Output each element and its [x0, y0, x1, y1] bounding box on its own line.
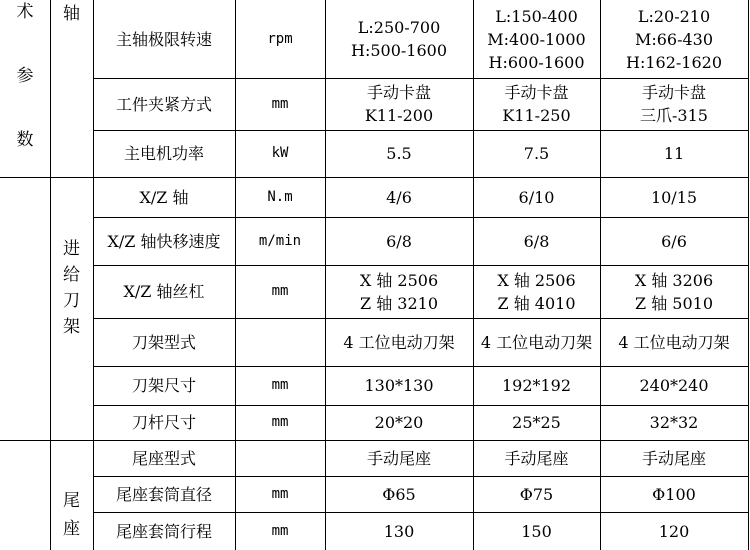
- param-unit: [235, 440, 325, 476]
- param-name: 主轴极限转速: [115, 29, 212, 49]
- param-value-model-3: [600, 440, 748, 476]
- group-char: 给: [63, 264, 80, 285]
- param-value-model-3: [600, 177, 748, 217]
- value-line: Z 轴 3210: [359, 293, 438, 313]
- value-line: 32*32: [649, 413, 699, 432]
- param-unit: mm: [271, 95, 289, 112]
- value-line: L:150-400: [495, 6, 578, 26]
- param-value-model-2: [473, 318, 600, 366]
- value-line: H:162-1620: [625, 52, 722, 72]
- param-value-model-3: [600, 130, 748, 177]
- param-unit: mm: [271, 485, 289, 502]
- param-value-model-2: [473, 78, 600, 130]
- group-char: 轴: [63, 4, 80, 24]
- param-unit: mm: [271, 414, 289, 430]
- param-value-model-2: [473, 440, 600, 476]
- group-char: 数: [16, 130, 34, 150]
- param-value-model-1: [325, 265, 473, 318]
- value-line: L:20-210: [637, 6, 711, 26]
- group-char: 术: [16, 2, 34, 22]
- param-value-model-1: [325, 512, 473, 550]
- param-unit: mm: [271, 283, 289, 299]
- value-line: M:400-1000: [487, 29, 586, 49]
- value-line: 7.5: [523, 144, 550, 163]
- param-value-model-2: [473, 512, 600, 550]
- group-char: 刀: [63, 290, 80, 311]
- param-name: 工件夹紧方式: [115, 94, 212, 114]
- value-line: Φ100: [652, 484, 696, 504]
- param-value-model-1: [325, 366, 473, 405]
- value-line: 5.5: [386, 144, 412, 163]
- param-value-model-3: [600, 476, 748, 512]
- group-char: 参: [16, 66, 34, 86]
- param-value-model-2: [473, 0, 600, 78]
- value-line: 手动尾座: [641, 448, 706, 468]
- param-value-model-1: [325, 130, 473, 177]
- param-value-model-2: [473, 405, 600, 440]
- group-char: 进: [63, 238, 80, 259]
- group-label-tailstock: [50, 485, 93, 545]
- value-line: 手动卡盘: [504, 83, 569, 102]
- param-unit: kW: [271, 145, 289, 161]
- param-unit: rpm: [267, 30, 293, 47]
- param-value-model-1: [325, 318, 473, 366]
- param-name: 尾座套筒直径: [115, 484, 212, 504]
- value-line: 4 工位电动刀架: [343, 332, 455, 352]
- param-value-model-3: [600, 366, 748, 405]
- value-line: X 轴 2506: [359, 270, 439, 290]
- param-value-model-1: [325, 217, 473, 265]
- value-line: Φ65: [382, 484, 416, 504]
- value-line: Z 轴 4010: [497, 293, 576, 313]
- value-line: 150: [521, 521, 552, 541]
- param-value-model-2: [473, 366, 600, 405]
- value-line: Z 轴 5010: [634, 293, 713, 313]
- value-line: H:500-1600: [350, 41, 447, 60]
- param-value-model-2: [473, 476, 600, 512]
- param-value-model-3: [600, 265, 748, 318]
- param-value-model-1: [325, 0, 473, 78]
- value-line: 20*20: [374, 413, 424, 432]
- param-unit: mm: [271, 522, 289, 539]
- param-name: X/Z 轴丝杠: [123, 282, 205, 301]
- param-name: X/Z 轴快移速度: [107, 231, 221, 251]
- value-line: K11-250: [502, 106, 571, 125]
- value-line: 240*240: [639, 376, 709, 395]
- param-value-model-2: [473, 177, 600, 217]
- param-unit: [235, 318, 325, 366]
- value-line: 手动卡盘: [641, 83, 706, 102]
- value-line: X 轴 3206: [634, 270, 714, 290]
- value-line: 25*25: [512, 413, 561, 432]
- group-char: 架: [63, 316, 80, 337]
- group-label-spindle: [50, 0, 93, 30]
- param-name: 刀架尺寸: [131, 376, 196, 395]
- value-line: 130: [383, 521, 415, 541]
- param-value-model-3: [600, 78, 748, 130]
- param-unit: N.m: [267, 188, 293, 205]
- value-line: 手动尾座: [366, 448, 431, 468]
- param-value-model-3: [600, 318, 748, 366]
- param-value-model-1: [325, 476, 473, 512]
- param-value-model-3: [600, 405, 748, 440]
- value-line: 6/6: [661, 231, 687, 251]
- group-label-tech-params: [0, 0, 50, 179]
- value-line: 三爪-315: [640, 106, 708, 125]
- param-value-model-2: [473, 130, 600, 177]
- param-value-model-1: [325, 177, 473, 217]
- value-line: X 轴 2506: [497, 270, 576, 290]
- param-name: 刀杆尺寸: [131, 413, 196, 432]
- param-value-model-3: [600, 512, 748, 550]
- value-line: 120: [658, 521, 690, 541]
- value-line: 6/8: [386, 231, 412, 251]
- value-line: 130*130: [364, 376, 434, 395]
- value-line: 手动卡盘: [366, 83, 431, 102]
- value-line: 192*192: [501, 376, 572, 395]
- value-line: 4 工位电动刀架: [618, 332, 730, 352]
- group-divider: [0, 440, 93, 441]
- value-line: 6/10: [518, 187, 555, 207]
- param-unit: mm: [271, 377, 289, 393]
- group-char: 尾: [63, 491, 80, 511]
- value-line: 手动尾座: [504, 448, 569, 468]
- param-name: X/Z 轴: [139, 187, 189, 207]
- param-unit: m/min: [258, 232, 302, 249]
- param-value-model-2: [473, 265, 600, 318]
- value-line: M:66-430: [634, 29, 714, 49]
- param-name: 尾座套筒行程: [115, 521, 212, 541]
- value-line: H:600-1600: [488, 52, 585, 72]
- value-line: 4 工位电动刀架: [480, 332, 593, 352]
- value-line: Φ75: [519, 484, 554, 504]
- param-value-model-1: [325, 440, 473, 476]
- value-line: L:250-700: [357, 18, 441, 37]
- group-char: 座: [63, 519, 80, 539]
- value-line: 6/8: [523, 231, 550, 251]
- value-line: 10/15: [650, 187, 698, 207]
- group-label-feed-tool-post: [50, 210, 93, 365]
- param-name: 主电机功率: [123, 144, 204, 163]
- param-value-model-2: [473, 217, 600, 265]
- param-value-model-3: [600, 217, 748, 265]
- param-value-model-3: [600, 0, 748, 78]
- value-line: 4/6: [386, 187, 412, 207]
- param-value-model-1: [325, 78, 473, 130]
- value-line: K11-200: [364, 106, 434, 125]
- param-value-model-1: [325, 405, 473, 440]
- param-name: 尾座型式: [131, 448, 196, 468]
- param-name: 刀架型式: [131, 332, 196, 352]
- value-line: 11: [663, 144, 685, 163]
- column-divider: [748, 0, 749, 550]
